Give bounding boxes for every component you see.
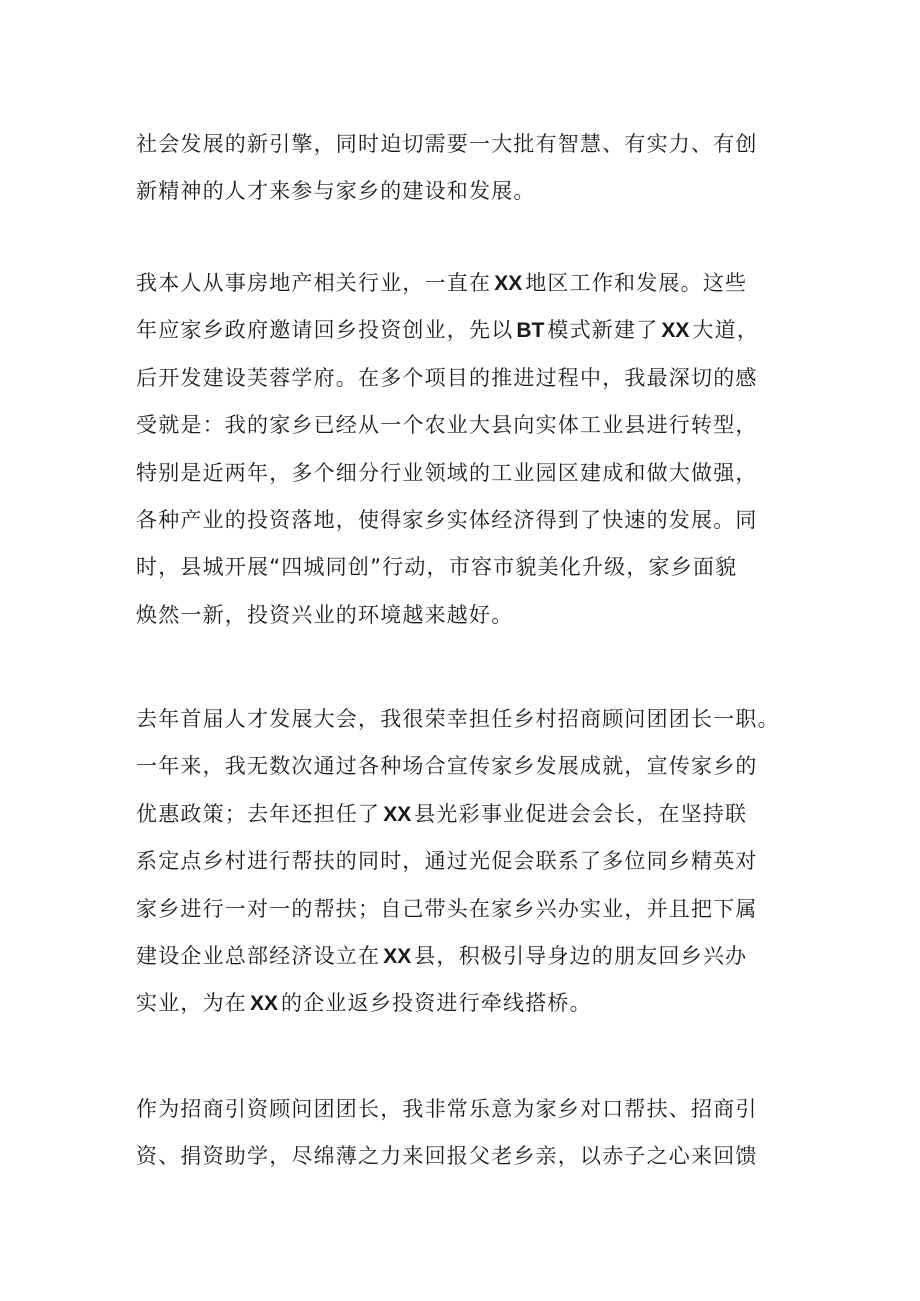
text-line: 特别是近两年，多个细分行业领域的工业园区建成和做大做强， (136, 460, 758, 485)
text-line: 家乡进行一对一的帮扶；自己带头在家乡兴办实业，并且把下属 (136, 896, 758, 921)
text-line: 各种产业的投资落地，使得家乡实体经济得到了快速的发展。同 (136, 507, 758, 532)
text-line: 建设企业总部经济设立在 XX 县，积极引导身边的朋友回乡兴办 (136, 943, 748, 968)
text-line: 新精神的人才来参与家乡的建设和发展。 (136, 179, 536, 204)
text-line: 我本人从事房地产相关行业，一直在 XX 地区工作和发展。这些 (136, 271, 748, 295)
text-line: 系定点乡村进行帮扶的同时，通过光促会联系了多位同乡精英对 (136, 849, 758, 874)
text-line: 实业，为在 XX 的企业返乡投资进行牵线搭桥。 (136, 991, 592, 1016)
text-line: 社会发展的新引擎，同时迫切需要一大批有智慧、有实力、有创 (136, 132, 758, 156)
text-line: 年应家乡政府邀请回乡投资创业，先以 BT 模式新建了 XX 大道， (136, 318, 760, 343)
paragraph-4 (136, 1086, 816, 1181)
text-line: 时，县城开展“四城同创”行动，市容市貌美化升级，家乡面貌 (136, 555, 738, 580)
text-line: 后开发建设芙蓉学府。在多个项目的推进过程中，我最深切的感 (136, 365, 758, 390)
paragraph-1 (136, 121, 816, 216)
text-line: 焕然一新，投资兴业的环境越来越好。 (136, 602, 514, 627)
text-line: 受就是：我的家乡已经从一个农业大县向实体工业县进行转型， (136, 413, 758, 438)
text-line: 作为招商引资顾问团团长，我非常乐意为家乡对口帮扶、招商引 (136, 1097, 758, 1121)
paragraph-2 (136, 260, 816, 639)
text-line: 去年首届人才发展大会，我很荣幸担任乡村招商顾问团团长一职。 (136, 707, 780, 731)
text-line: 优惠政策；去年还担任了 XX 县光彩事业促进会会长，在坚持联 (136, 801, 748, 826)
text-line: 一年来，我无数次通过各种场合宣传家乡发展成就，宣传家乡的 (136, 754, 758, 779)
paragraph-3 (136, 696, 816, 1028)
text-line: 资、捐资助学，尽绵薄之力来回报父老乡亲，以赤子之心来回馈 (136, 1144, 758, 1169)
